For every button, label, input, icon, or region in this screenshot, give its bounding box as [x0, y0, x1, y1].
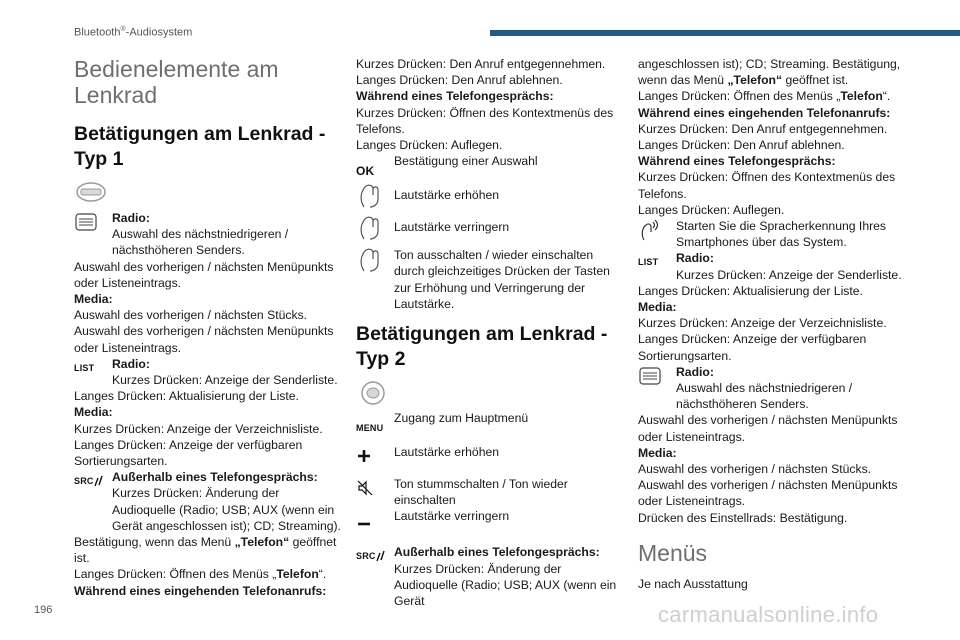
media-list-text-3b: Langes Drücken: Anzeige der verfügbaren Sortierungsarten. — [638, 332, 867, 363]
media-text: Auswahl des vorherigen / nächsten Stücks. — [74, 308, 308, 323]
radio-list-text-3b: Langes Drücken: Aktualisierung der Liste. — [638, 283, 863, 298]
voice-entry — [638, 218, 906, 250]
media-text-2: Auswahl des vorherigen / nächsten Menüpunkts oder Listeneintrags. — [74, 324, 334, 355]
menus-heading: Menüs — [638, 539, 708, 566]
hang-up-text: Langes Drücken: Auflegen. — [356, 138, 503, 153]
ok-text: Bestätigung einer Auswahl — [394, 154, 538, 169]
context-menu-text-3: Kurzes Drücken: Öffnen des Kontextmenüs des Telefons. — [638, 170, 896, 201]
radio-scroll-entry — [74, 210, 342, 226]
src-icon-label-2: SRC — [356, 551, 376, 562]
mute-icon — [356, 476, 388, 500]
menus-text: Je nach Ausstattung — [638, 576, 748, 591]
menu-icon — [356, 416, 388, 440]
src-phone-icon-2 — [356, 544, 388, 568]
voice-command-icon — [638, 218, 670, 242]
volume-up-entry-2 — [356, 444, 624, 476]
scroll-wheel-icon-3 — [638, 364, 670, 388]
c3-p1-post: geöffnet ist. — [782, 73, 849, 88]
radio-label-3b: Radio: — [676, 364, 714, 379]
c3-p2-pre: Langes Drücken: Öffnen des Menüs „ — [638, 89, 841, 104]
header-accent-bar — [490, 30, 960, 36]
scroll-wheel-icon — [74, 210, 106, 234]
volume-down-text-2: Lautstärke verringern — [394, 509, 510, 524]
c3-p1: angeschlossen ist); CD; Streaming. Bestätigung, wenn das Menü — [638, 57, 901, 88]
section-heading: Bedienelemente am Lenkrad — [74, 56, 279, 108]
volume-down-entry-2 — [356, 508, 624, 538]
incoming-call-label: Während eines eingehenden Telefonanrufs: — [74, 583, 327, 598]
radio-list-text-2: Langes Drücken: Aktualisierung der Liste. — [74, 389, 299, 404]
column-1 — [74, 56, 342, 599]
plus-icon — [356, 444, 388, 468]
media-label-2: Media: — [74, 405, 113, 420]
radio-label: Radio: — [112, 211, 150, 225]
outside-call-label: Außerhalb eines Telefongesprächs: — [112, 470, 318, 485]
context-menu-text: Kurzes Drücken: Öffnen des Kontextmenüs des Telefons. — [356, 105, 614, 136]
ok-entry — [356, 153, 624, 183]
src-entry-2 — [356, 544, 624, 609]
confirm-pre: Bestätigung, wenn das Menü — [74, 535, 235, 550]
media-text-3: Auswahl des vorherigen / nächsten Stücks. — [638, 462, 872, 477]
accept-call-text: Kurzes Drücken: Den Anruf entgegennehmen. — [356, 57, 606, 71]
list-icon — [74, 356, 106, 380]
hang-up-text-3: Langes Drücken: Auflegen. — [638, 202, 785, 217]
column-3 — [638, 56, 906, 592]
volume-up-hand-icon — [356, 183, 388, 207]
during-call-label-3: Während eines Telefongesprächs: — [638, 154, 836, 169]
media-label-3b: Media: — [638, 445, 677, 460]
mute-text-2: Ton stummschalten / Ton wieder einschalten — [394, 477, 568, 508]
mute-hand-icon — [356, 247, 388, 271]
volume-down-entry — [356, 215, 624, 247]
media-list-text-2: Langes Drücken: Anzeige der verfügbaren Sortierungsarten. — [74, 437, 303, 469]
list-icon-label: LIST — [74, 362, 95, 373]
mute-entry-2 — [356, 476, 624, 508]
volume-down-text: Lautstärke verringern — [394, 220, 510, 235]
list-entry-3 — [638, 250, 906, 282]
volume-up-entry — [356, 183, 624, 215]
reject-call-text: Langes Drücken: Den Anruf ablehnen. — [356, 73, 563, 88]
volume-up-text-2: Lautstärke erhöhen — [394, 445, 500, 460]
c3-p1-bold: „Telefon“ — [727, 73, 783, 88]
radio-label-2: Radio: — [112, 356, 150, 371]
column-2 — [356, 56, 624, 609]
header-registered-mark: ® — [120, 26, 126, 33]
media-label-3: Media: — [638, 300, 677, 315]
outside-call-label-2: Außerhalb eines Telefongesprächs: — [394, 545, 600, 560]
menu-icon-label: MENU — [356, 422, 384, 433]
watermark: carmanualsonline.info — [658, 602, 879, 627]
ok-icon-label: OK — [356, 164, 375, 179]
volume-down-hand-icon — [356, 215, 388, 239]
radio-list-text: Kurzes Drücken: Anzeige der Senderliste. — [112, 373, 338, 388]
media-text-3b: Auswahl des vorherigen / nächsten Menüpunkts oder Listeneintrags. — [638, 478, 898, 509]
c3-p2-post: “. — [882, 89, 891, 104]
src-entry — [74, 469, 342, 534]
running-header — [74, 26, 192, 39]
outside-call-text-2: Kurzes Drücken: Änderung der Audioquelle (Radio; USB; AUX (wenn ein Gerät — [394, 561, 617, 609]
confirm-text — [74, 534, 342, 566]
ok-icon — [356, 159, 388, 183]
src-phone-icon — [74, 469, 106, 493]
steering-wheel-icon — [74, 180, 342, 206]
steering-wheel-icon-2 — [356, 380, 624, 406]
list-entry — [74, 356, 342, 388]
radio-label-3: Radio: — [676, 251, 714, 266]
header-title: Bluetooth — [74, 26, 121, 39]
media-list-text-3: Kurzes Drücken: Anzeige der Verzeichnisliste. — [638, 316, 887, 331]
long-post: “. — [318, 567, 327, 582]
minus-icon — [356, 508, 388, 532]
menu-entry — [356, 410, 624, 444]
long-bold: Telefon — [276, 567, 319, 582]
radio-text-2: Auswahl des vorherigen / nächsten Menüpunkts oder Listeneintrags. — [74, 259, 334, 290]
outside-call-text: Kurzes Drücken: Änderung der Audioquelle (Radio; USB; AUX (wenn ein Gerät angeschlossen ist); CD; Streaming). — [112, 486, 341, 533]
reject-call-text-3: Langes Drücken: Den Anruf ablehnen. — [638, 138, 845, 153]
confirm-bold: „Telefon“ — [234, 535, 290, 550]
header-title-rest: -Audiosystem — [125, 26, 193, 39]
radio-list-text-3: Kurzes Drücken: Anzeige der Senderliste. — [676, 267, 902, 282]
menu-text: Zugang zum Hauptmenü — [394, 411, 529, 426]
page-number: 196 — [34, 604, 53, 616]
long-press-text-3 — [638, 88, 906, 104]
volume-up-text: Lautstärke erhöhen — [394, 188, 500, 203]
media-label: Media: — [74, 292, 113, 307]
list-icon-3 — [638, 250, 670, 274]
c3-p2-bold: Telefon — [840, 89, 883, 104]
radio-text-3: Auswahl des nächstniedrigeren / nächsthöheren Senders. — [676, 381, 853, 412]
long-press-text — [74, 566, 342, 582]
subsection-heading-type2: Betätigungen am Lenkrad - Typ 2 — [356, 323, 608, 371]
radio-scroll-entry-3 — [638, 364, 906, 413]
confirm-text-3 — [638, 56, 906, 88]
confirm-post: geöffnet ist. — [74, 535, 337, 566]
long-pre: Langes Drücken: Öffnen des Menüs „ — [74, 567, 277, 582]
radio-text-3b: Auswahl des vorherigen / nächsten Menüpunkts oder Listeneintrags. — [638, 413, 898, 444]
src-icon-label: SRC — [74, 476, 94, 487]
incoming-call-label-3: Während eines eingehenden Telefonanrufs: — [638, 105, 891, 120]
radio-text: Auswahl des nächstniedrigeren / nächsthöheren Senders. — [112, 227, 289, 258]
mute-entry — [356, 247, 624, 312]
media-list-text: Kurzes Drücken: Anzeige der Verzeichnisliste. — [74, 421, 323, 436]
accept-call-text-3: Kurzes Drücken: Den Anruf entgegennehmen. — [638, 121, 888, 136]
subsection-heading-type1: Betätigungen am Lenkrad - Typ 1 — [74, 123, 326, 170]
mute-text: Ton ausschalten / wieder einschalten durch gleichzeitiges Drücken der Tasten zur Erhöhung und Verringerung der Lautstärke. — [394, 248, 610, 311]
list-icon-label-3: LIST — [638, 257, 659, 268]
media-text-3c: Drücken des Einstellrads: Bestätigung. — [638, 510, 848, 525]
voice-text: Starten Sie die Spracherkennung Ihres Smartphones über das System. — [676, 219, 887, 250]
during-call-label: Während eines Telefongesprächs: — [356, 89, 554, 104]
